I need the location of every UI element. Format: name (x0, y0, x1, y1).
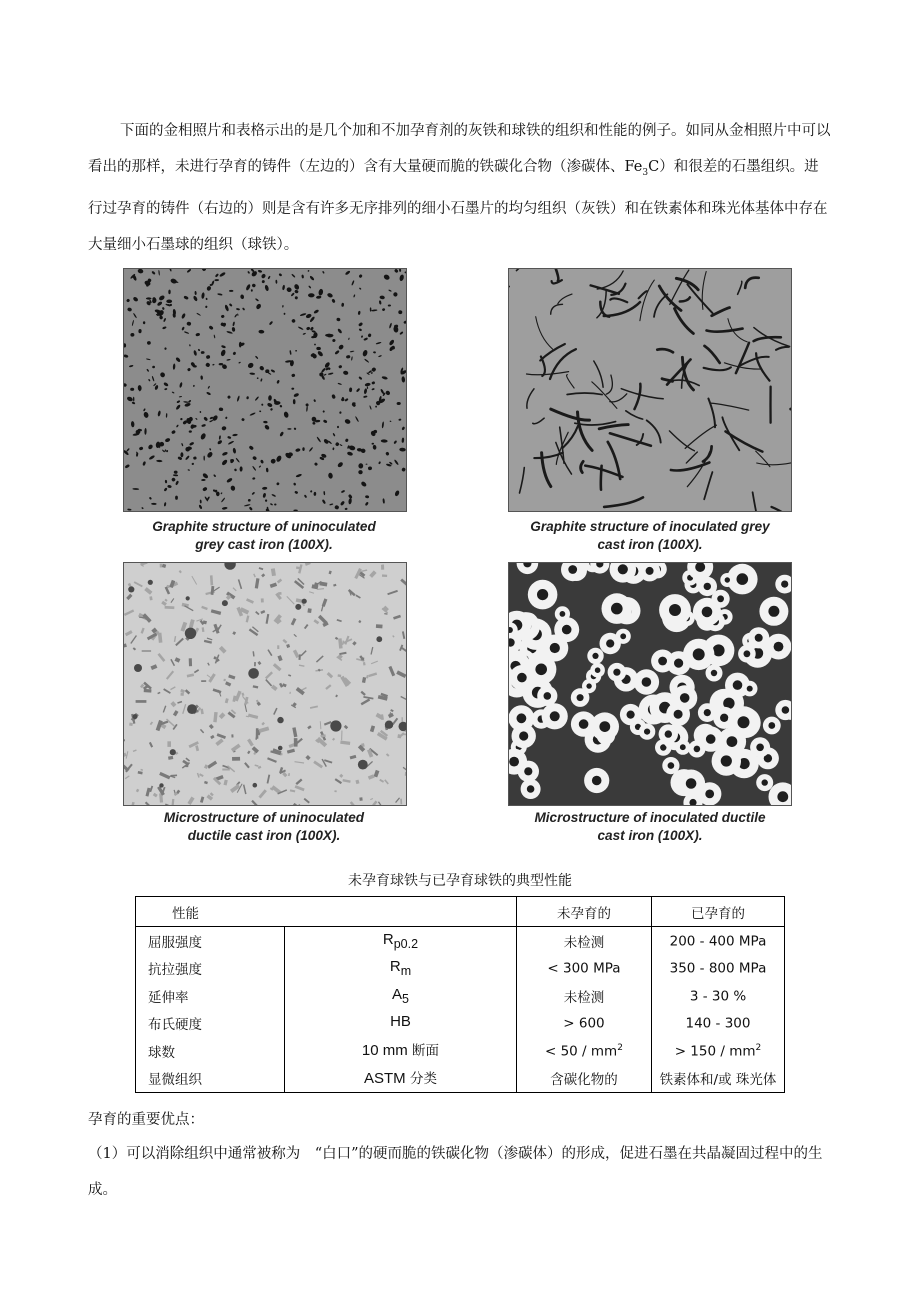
property-name: 延伸率 (136, 982, 285, 1010)
table-row (136, 1065, 785, 1093)
property-name: 布氏硬度 (136, 1010, 285, 1038)
micrograph-inoculated-grey (508, 268, 792, 512)
header-uninoculated: 未孕育的 (516, 897, 651, 927)
caption-inoculated-ductile: Microstructure of inoculated ductile cast iron (100X). (534, 810, 766, 843)
uninoculated-value: 含碳化物的 (516, 1065, 651, 1093)
table-row (136, 1037, 785, 1065)
property-symbol: 10 mm 断面 (285, 1037, 517, 1065)
uninoculated-value: 未检测 (516, 982, 651, 1010)
micrograph-uninoculated-ductile (123, 562, 407, 806)
property-name: 抗拉强度 (136, 955, 285, 983)
inoculated-value: 140 - 300 (651, 1010, 784, 1038)
property-symbol: $R_m$ (285, 955, 517, 983)
inoculated-value: 3 - 30 % (651, 982, 784, 1010)
caption-uninoculated-grey: Graphite structure of uninoculated grey cast iron (100X). (152, 519, 376, 552)
advantages-heading: 孕育的重要优点： (88, 1112, 204, 1128)
table-row (136, 955, 785, 983)
properties-table (135, 896, 785, 1093)
property-symbol: $A_5$ (285, 982, 517, 1010)
property-name: 球数 (136, 1037, 285, 1065)
table-caption: 未孕育球铁与已孕育球铁的典型性能 (348, 873, 572, 889)
uninoculated-value: < $50 / mm^2$ (516, 1037, 651, 1065)
uninoculated-value: > 600 (516, 1010, 651, 1038)
caption-uninoculated-ductile: Microstructure of uninoculated ductile cast iron (100X). (163, 810, 365, 843)
inoculated-value: 350 - 800 MPa (651, 955, 784, 983)
intro-paragraph: 下面的金相照片和表格示出的是几个加和不加孕育剂的灰铁和球铁的组织和性能的例子。如同从金相照片中可以看出的那样，未进行孕育的铸件（左边的）含有大量硬而脆的铁碳化合物（渗碳体、$Fe_3C$）和很差的石墨组织。进行过孕育的铸件（右边的）则是含有许多无序排列的细小石墨片的均匀组织（灰铁）和在铁素体和珠光体基体中存在大量细小石墨球的组织（球铁）。 (88, 123, 831, 253)
uninoculated-value: 未检测 (516, 927, 651, 955)
caption-inoculated-grey: Graphite structure of inoculated grey cast iron (100X). (530, 519, 770, 552)
property-symbol: $R_{p0.2}$ (285, 927, 517, 955)
inoculated-value: 铁素体和/或 珠光体 (651, 1065, 784, 1093)
inoculated-value: 200 - 400 MPa (651, 927, 784, 955)
inoculated-value: > $150 / mm^2$ (651, 1037, 784, 1065)
property-symbol: ASTM 分类 (285, 1065, 517, 1093)
advantage-item-1: （1）可以消除组织中通常被称为 “白口”的硬而脆的铁碳化物（渗碳体）的形成，促进石墨在共晶凝固过程中的生成。 (88, 1146, 823, 1198)
micrograph-inoculated-ductile (508, 562, 792, 806)
property-symbol: HB (285, 1010, 517, 1038)
micrograph-uninoculated-grey (123, 268, 407, 512)
property-name: 显微组织 (136, 1065, 285, 1093)
header-property: 性能 (136, 897, 517, 927)
table-row (136, 1010, 785, 1038)
table-header-row (136, 897, 785, 927)
property-name: 屈服强度 (136, 927, 285, 955)
table-row (136, 982, 785, 1010)
table-row (136, 927, 785, 955)
uninoculated-value: < 300 MPa (516, 955, 651, 983)
header-inoculated: 已孕育的 (651, 897, 784, 927)
